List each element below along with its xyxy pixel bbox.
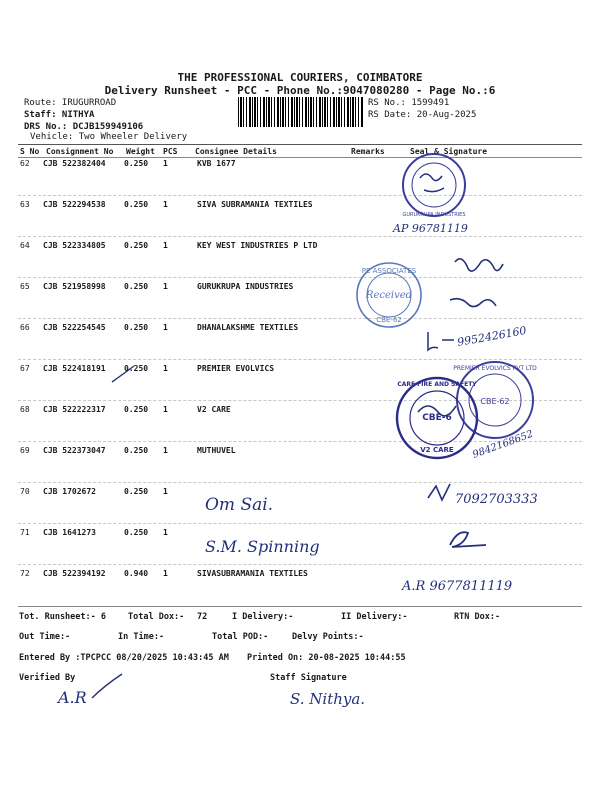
cell-consignee: MUTHUVEL: [197, 446, 236, 455]
footer-rule: [18, 606, 582, 607]
cell-cons: CJB 522222317: [43, 405, 106, 414]
in-time: In Time:-: [118, 632, 165, 642]
cell-pcs: 1: [163, 323, 168, 332]
cell-weight: 0.250: [124, 528, 149, 537]
verified-flourish: [90, 672, 130, 702]
total-pod: Total POD:-: [212, 632, 269, 642]
hand-sig-64: AP 96781119: [393, 222, 468, 235]
cell-sno: 62: [20, 159, 30, 168]
col-weight: Weight: [126, 147, 155, 156]
hand-tick-67: [112, 366, 134, 382]
cell-cons: CJB 1702672: [43, 487, 96, 496]
stamp2-mid: Received: [365, 290, 413, 301]
cell-cons: CJB 521958998: [43, 282, 106, 291]
cell-weight: 0.250: [124, 446, 149, 455]
total-dox-value: 72: [197, 612, 208, 622]
stamp-gurukrupa: [402, 154, 465, 218]
cell-consignee: KVB 1677: [197, 159, 236, 168]
ii-delivery: II Delivery:-: [341, 612, 408, 622]
cell-pcs: 1: [163, 159, 168, 168]
cell-pcs: 1: [163, 405, 168, 414]
cell-weight: 0.250: [124, 405, 149, 414]
cell-weight: 0.250: [124, 323, 149, 332]
stamp-v2care: [397, 378, 477, 458]
cell-pcs: 1: [163, 446, 168, 455]
cell-sno: 63: [20, 200, 30, 209]
cell-weight: 0.250: [124, 487, 149, 496]
stamp1-text: GURUKRUPA INDUSTRIES: [402, 212, 466, 218]
hand-phone-70: 7092703333: [455, 492, 538, 507]
out-time: Out Time:-: [19, 632, 71, 642]
cell-sno: 68: [20, 405, 30, 414]
cell-weight: 0.250: [124, 282, 149, 291]
i-delivery: I Delivery:-: [232, 612, 294, 622]
cell-consignee: SIVA SUBRAMANIA TEXTILES: [197, 200, 313, 209]
total-dox: Total Dox:-: [128, 612, 185, 622]
cell-cons: CJB 522334805: [43, 241, 106, 250]
cell-cons: CJB 522294538: [43, 200, 106, 209]
hand-sig-72: A.R 9677811119: [402, 579, 513, 594]
staff-signature-label: Staff Signature: [270, 673, 347, 683]
cell-pcs: 1: [163, 200, 168, 209]
stamp-premier: [453, 362, 537, 438]
hand-mark-70: [428, 484, 450, 500]
hand-sig-71: [450, 532, 486, 547]
cell-cons: CJB 522382404: [43, 159, 106, 168]
vehicle: Vehicle: Two Wheeler Delivery: [30, 132, 188, 142]
cell-sno: 69: [20, 446, 30, 455]
stamp3-mid: CBE-62: [480, 397, 510, 406]
rs-number: RS No.: 1599491: [368, 98, 450, 108]
hand-sig-65: [450, 259, 503, 307]
cell-consignee: GURUKRUPA INDUSTRIES: [197, 282, 294, 291]
entered-by: Entered By :TPCPCC 08/20/2025 10:43:45 AM: [19, 653, 229, 663]
hand-sm-spinning: S.M. Spinning: [205, 537, 320, 556]
staff: Staff: NITHYA: [24, 110, 95, 120]
col-sno: S No: [20, 147, 40, 156]
runsheet-subtitle: Delivery Runsheet - PCC - Phone No.:9047080280 - Page No.:6: [104, 84, 496, 97]
company-title: THE PROFESSIONAL COURIERS, COIMBATORE: [177, 71, 423, 84]
hand-om-sai: Om Sai.: [205, 495, 274, 515]
col-pcs: PCS: [163, 147, 178, 156]
cell-pcs: 1: [163, 364, 168, 373]
cell-consignee: DHANALAKSHME TEXTILES: [197, 323, 299, 332]
drs-number: DRS No.: DCJB159949106: [24, 122, 144, 132]
cell-cons: CJB 522254545: [43, 323, 106, 332]
cell-consignee: SIVASUBRAMANIA TEXTILES: [197, 569, 308, 578]
stamp4-top: CARE FIRE AND SAFETY: [397, 381, 477, 388]
cell-weight: 0.250: [124, 159, 149, 168]
cell-consignee: KEY WEST INDUSTRIES P LTD: [197, 241, 318, 250]
rtn-dox: RTN Dox:-: [454, 612, 501, 622]
cell-sno: 67: [20, 364, 30, 373]
cell-consignee: V2 CARE: [197, 405, 231, 414]
cell-cons: CJB 522394192: [43, 569, 106, 578]
cell-pcs: 1: [163, 487, 168, 496]
cell-cons: CJB 522418191: [43, 364, 106, 373]
hand-phone-66: 9952426160: [456, 323, 528, 349]
stamp2-bot: CBE-62: [376, 316, 402, 324]
stamp4-mid: CBE-6: [422, 413, 452, 423]
cell-cons: CJB 1641273: [43, 528, 96, 537]
col-consignment: Consignment No: [46, 147, 114, 156]
rs-date: RS Date: 20-Aug-2025: [368, 110, 477, 120]
cell-weight: 0.250: [124, 200, 149, 209]
cell-weight: 0.250: [124, 241, 149, 250]
hand-sig-66: [428, 332, 454, 350]
stamp2-top: PE ASSOCIATES: [361, 267, 417, 275]
cell-weight: 0.250: [124, 364, 149, 373]
cell-sno: 64: [20, 241, 30, 250]
cell-sno: 72: [20, 569, 30, 578]
tot-runsheet: Tot. Runsheet:- 6: [19, 612, 106, 622]
delvy-points: Delvy Points:-: [292, 632, 364, 642]
cell-sno: 65: [20, 282, 30, 291]
col-remarks: Remarks: [351, 147, 385, 156]
cell-weight: 0.940: [124, 569, 149, 578]
printed-on: Printed On: 20-08-2025 10:44:55: [247, 653, 406, 663]
cell-sno: 71: [20, 528, 30, 537]
cell-sno: 70: [20, 487, 30, 496]
staff-handwritten-signature: S. Nithya.: [290, 690, 366, 708]
cell-pcs: 1: [163, 282, 168, 291]
stamp3-top: PREMIER EVOLVICS PVT LTD: [453, 365, 537, 372]
cell-pcs: 1: [163, 241, 168, 250]
route: Route: IRUGURROAD: [24, 98, 117, 108]
col-seal-signature: Seal & Signature: [410, 147, 488, 156]
stamp4-bot: V2 CARE: [420, 446, 454, 454]
verified-signature: A.R: [58, 688, 87, 707]
cell-cons: CJB 522373047: [43, 446, 106, 455]
cell-consignee: PREMIER EVOLVICS: [197, 364, 275, 373]
hand-num-69: 9842168652: [471, 428, 535, 461]
cell-sno: 66: [20, 323, 30, 332]
col-consignee: Consignee Details: [195, 147, 277, 156]
stamp-associates: [357, 263, 421, 327]
verified-by: Verified By: [19, 673, 76, 683]
cell-pcs: 1: [163, 569, 168, 578]
cell-pcs: 1: [163, 528, 168, 537]
